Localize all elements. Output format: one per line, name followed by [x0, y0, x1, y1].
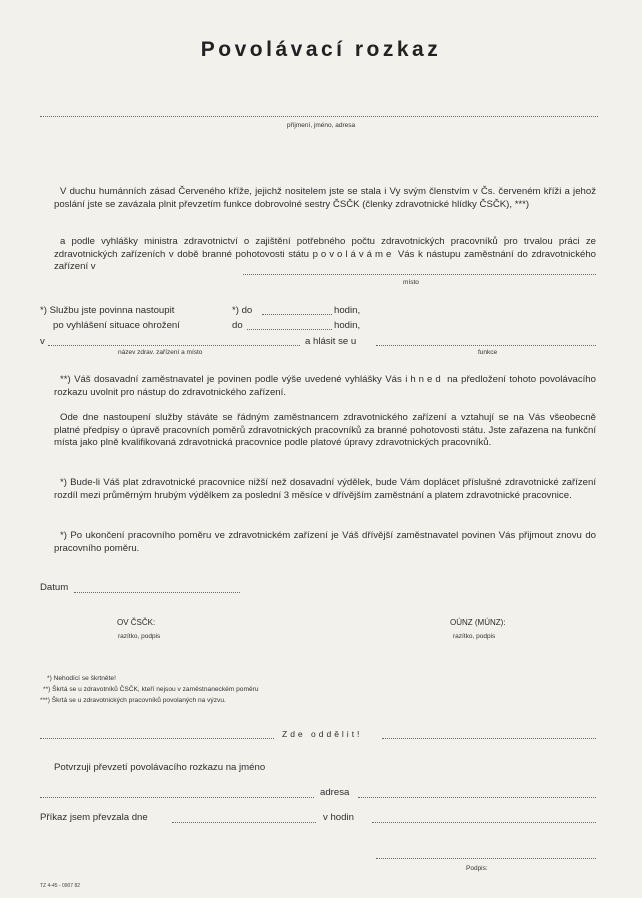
- threat-hours-label: hodin,: [334, 320, 361, 331]
- employer-text-after: na předložení tohoto povolávacího rozkazu uvolnit pro nástup do zdravotnického zařízení.: [54, 374, 596, 398]
- receipt-hours-field[interactable]: [372, 822, 596, 823]
- place-field-line[interactable]: [243, 274, 596, 275]
- footnote-2: **) Škrtá se u zdravotníků ČSČK, kteří nejsou v zaměstnaneckém poměru: [43, 686, 259, 693]
- place-field-caption: místo: [403, 279, 419, 286]
- decree-spaced-word: povoláváme: [312, 248, 395, 260]
- intro-paragraph: V duchu humánních zásad Červeného kříže, jejichž nositelem jste se stala i Vy svým členstvím v Čs. červeném kříži a jehož poslání jste se zavázala plnit převzetím funkce dobrovolné sestry ČSČK (členky zdravotnické hlídky ČSČK), ***): [54, 186, 596, 210]
- salary-paragraph: *) Bude-li Váš plat zdravotnické pracovnice nižší než dosavadní výdělek, bude Vám doplácet příslušné zdravotnické zařízení rozdíl mezi průměrným hrubým výdělkem za poslední 3 měsíce v dřívějším zaměstnání a platem zdravotnické pracovnice.: [54, 477, 596, 501]
- receipt-signature-line[interactable]: [376, 858, 596, 859]
- footnote-3: ***) Škrtá se u zdravotnických pracovníků povolaných na výzvu.: [40, 697, 226, 704]
- decree-paragraph: [54, 236, 596, 274]
- end-paragraph: *) Po ukončení pracovního poměru ve zdravotnickém zařízení je Váš dřívější zaměstnavatel povinen Vás přijmout znovu do pracovního poměru.: [54, 530, 596, 554]
- employer-paragraph: [54, 374, 596, 399]
- date-label: Datum: [40, 582, 69, 593]
- receipt-hours-label: v hodin: [323, 812, 354, 823]
- page-title: Povolávací rozkaz: [200, 38, 442, 61]
- facility-field-line[interactable]: [48, 345, 300, 346]
- employer-spaced-word: ihned: [405, 374, 444, 385]
- employee-paragraph: Ode dne nastoupení služby stáváte se řádným zaměstnancem zdravotnického zařízení a vztahují se na Vás všeobecně platné předpisy o úpravě pracovních poměrů zdravotnických pracovníků za branné pohotovosti státu. Jste zařazena na funkční místa jako plně kvalifikovaná zdravotnická pracovnice podle platové úpravy zdravotnických pracovníků.: [54, 412, 596, 449]
- form-code: TZ 4-45 - 0907 82: [40, 883, 81, 889]
- footnote-1: *) Nehodící se škrtněte!: [47, 675, 116, 682]
- receipt-confirm-label: Potvrzuji převzetí povolávacího rozkazu na jméno: [54, 762, 266, 773]
- function-caption: funkce: [478, 349, 498, 356]
- service-start-hours-field[interactable]: [262, 314, 332, 315]
- ov-cscк-caption: razítko, podpis: [118, 633, 161, 640]
- threat-label: po vyhlášení situace ohrožení: [53, 320, 180, 331]
- function-field-line[interactable]: [376, 345, 596, 346]
- facility-caption: název zdrav. zařízení a místo: [118, 349, 203, 356]
- decree-text-after: Vás k nástupu zaměstnání do zdravotnického zařízení v: [54, 248, 596, 273]
- service-start-hours-label: hodin,: [334, 305, 361, 316]
- receipt-address-field[interactable]: [358, 797, 596, 798]
- cut-line-right: [382, 738, 596, 739]
- receipt-address-label: adresa: [320, 787, 350, 798]
- receipt-date-field[interactable]: [172, 822, 316, 823]
- ounz-caption: razítko, podpis: [453, 633, 496, 640]
- ounz-title: OÚNZ (MÚNZ):: [450, 618, 506, 627]
- service-start-do: *) do: [232, 305, 253, 316]
- decree-text-before: a podle vyhlášky ministra zdravotnictví o zajištění potřebného počtu zdravotnických pracovníků pro trvalou práci ze zdravotnických zařízeních v době branné pohotovosti státu: [54, 236, 596, 260]
- date-field-line[interactable]: [74, 592, 240, 593]
- name-field-caption: příjmení, jméno, adresa: [286, 122, 356, 129]
- cut-line-left: [40, 738, 274, 739]
- receipt-received-label: Příkaz jsem převzala dne: [40, 812, 148, 823]
- receipt-signature-label: Podpis:: [466, 865, 488, 872]
- employer-text-before: **) Váš dosavadní zaměstnavatel je povinen podle výše uvedené vyhlášky Vás: [60, 374, 402, 385]
- threat-hours-field[interactable]: [247, 329, 332, 330]
- facility-v: v: [40, 336, 45, 347]
- service-start-label: *) Službu jste povinna nastoupit: [40, 305, 175, 316]
- cut-label: Zde oddělit!: [282, 729, 363, 739]
- report-label: a hlásit se u: [305, 336, 357, 347]
- ov-cscк-title: OV ČSČK:: [117, 618, 156, 627]
- name-field-line[interactable]: [40, 116, 598, 117]
- receipt-name-field[interactable]: [40, 797, 314, 798]
- threat-do: do: [232, 320, 243, 331]
